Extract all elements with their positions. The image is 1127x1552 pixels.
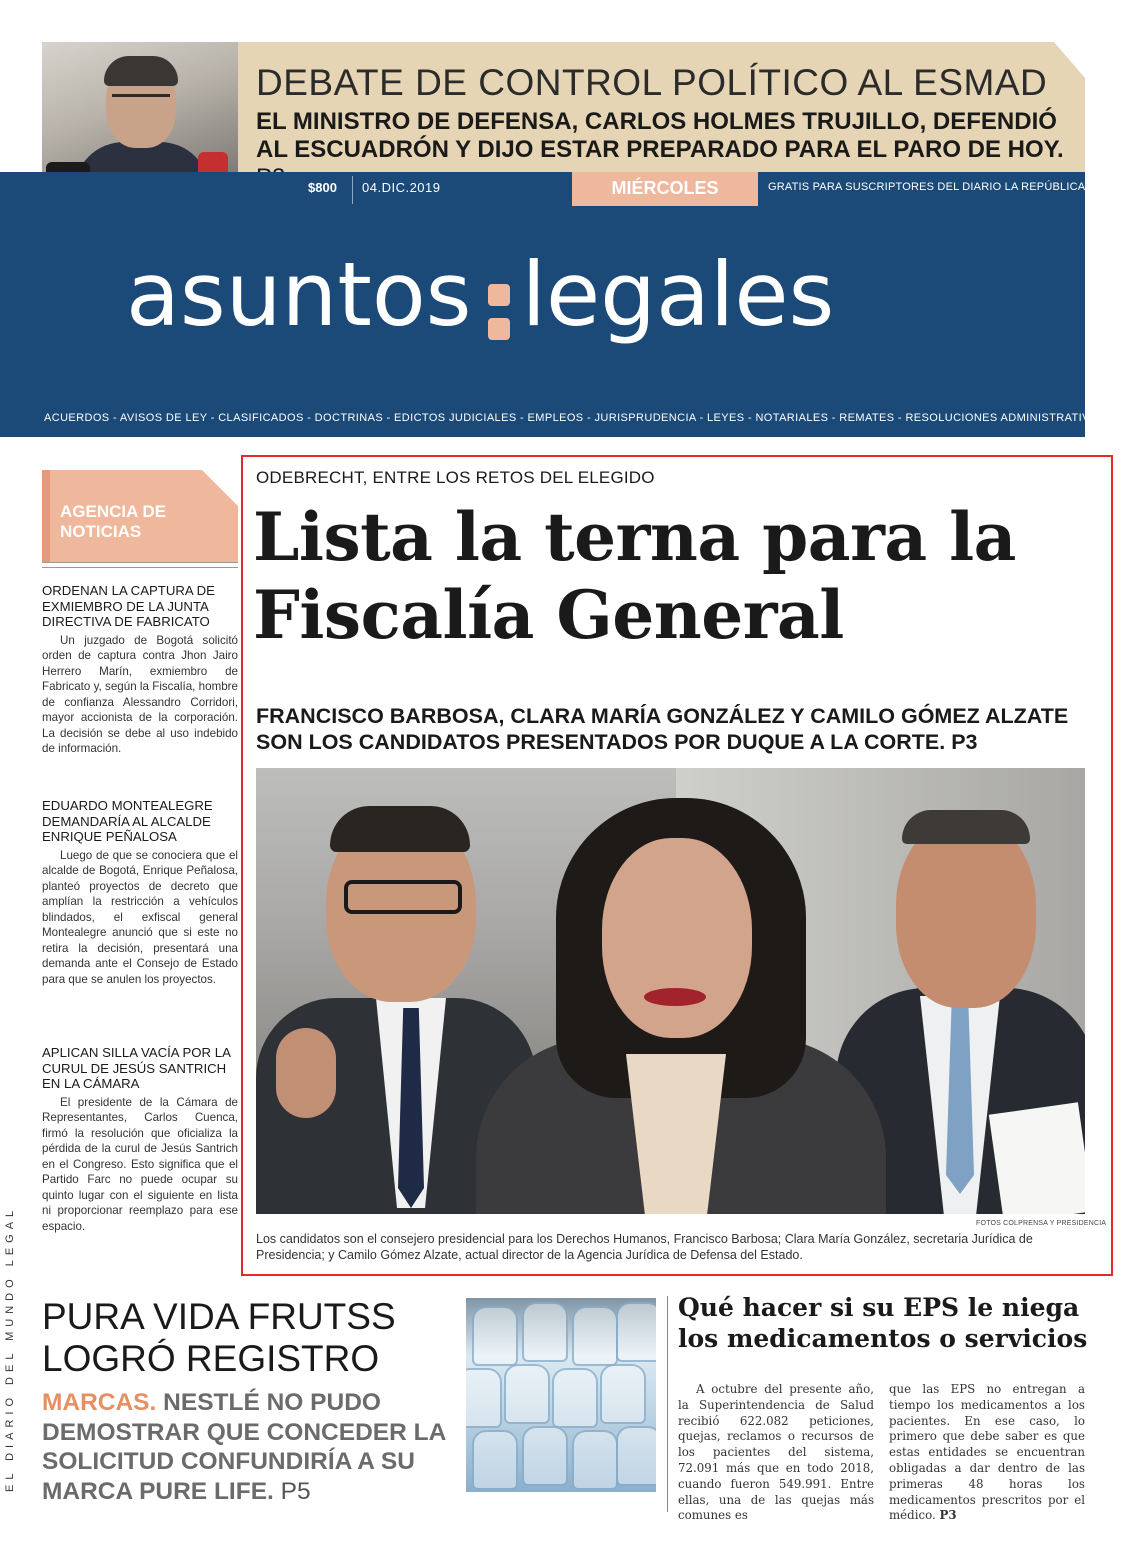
logo-colon-icon <box>482 240 516 340</box>
main-headline[interactable]: Lista la terna para la Fiscalía General <box>253 498 1016 654</box>
eps-page-ref: P3 <box>939 1508 957 1523</box>
photo-caption: Los candidatos son el consejero presidencial para los Derechos Humanos, Francisco Barbosa; Clara María González, secretaria Jurídica de Presidencia; y Camilo Gómez Alzate, actual director de la Agencia Jurídica de Defensa del Estado. <box>256 1232 1033 1262</box>
teaser-subtitle-text: EL MINISTRO DE DEFENSA, CARLOS HOLMES TRUJILLO, DEFENDIÓ AL ESCUADRÓN Y DIJO ESTAR PREPARADO PARA EL PARO DE HOY. <box>256 108 1064 163</box>
brief-title: APLICAN SILLA VACÍA POR LA CURUL DE JESÚS SANTRICH EN LA CÁMARA <box>42 1045 231 1091</box>
eps-body-column-1: A octubre del presente año, la Superintendencia de Salud recibió 622.082 peticiones, quejas, reclamos o recursos de los pacientes del sistema, 72.091 más que en todo 2018, cuando fueron 549.991. Entre ellas, una de las quejas más comunes es <box>678 1382 874 1523</box>
brief-body: Un juzgado de Bogotá solicitó orden de captura contra Jhon Jairo Herrero Marín, exmiembro de Fabricato y, según la Fiscalía, hombre de confianza Alessandro Corridori, mayor accionista de la corporación. La decisión se debe al uso indebido de información. <box>42 633 238 755</box>
teaser-title[interactable]: DEBATE DE CONTROL POLÍTICO AL ESMAD <box>256 62 1048 103</box>
masthead-divider <box>352 176 353 204</box>
pura-vida-deck <box>42 1388 462 1506</box>
vertical-tagline: EL DIARIO DEL MUNDO LEGAL <box>4 1205 16 1492</box>
section-index[interactable]: ACUERDOS - AVISOS DE LEY - CLASIFICADOS - DOCTRINAS - EDICTOS JUDICIALES - EMPLEOS - JURISPRUDENCIA - LEYES - NOTARIALES - REMATES - RESOLUCIONES ADMINISTRATIVAS <box>44 412 1105 424</box>
pura-vida-headline[interactable]: PURA VIDA FRUTSS LOGRÓ REGISTRO <box>42 1296 396 1379</box>
section-tag-marcas: MARCAS. <box>42 1389 157 1416</box>
pura-vida-page-ref: P5 <box>280 1477 311 1505</box>
pura-vida-deck-text: NESTLÉ NO PUDO DEMOSTRAR QUE CONCEDER LA SOLICITUD CONFUNDIRÍA A SU MARCA PURE LIFE. <box>42 1389 446 1505</box>
brief-title: ORDENAN LA CAPTURA DE EXMIEMBRO DE LA JUNTA DIRECTIVA DE FABRICATO <box>42 583 215 629</box>
agency-rule <box>42 562 238 568</box>
brief-title: EDUARDO MONTEALEGRE DEMANDARÍA AL ALCALDE ENRIQUE PEÑALOSA <box>42 798 213 844</box>
issue-weekday: MIÉRCOLES <box>572 172 758 206</box>
brief-body: El presidente de la Cámara de Representantes, Carlos Cuenca, firmó la resolución que oficializa la pérdida de la curul de Jesús Santrich en el Congreso. Esto significa que el Partido Farc no puede ocupar su quinto lugar con el siguiente en lista ni proporcionar reemplazo para ese espacio. <box>42 1095 238 1233</box>
main-kicker: ODEBRECHT, ENTRE LOS RETOS DEL ELEGIDO <box>256 468 655 487</box>
brief-body: Luego de que se conociera que el alcalde de Bogotá, Enrique Peñalosa, planteó proyectos de decreto que amplían la restricción a vehículos blindados, el exfiscal general Montealegre anunció que si este no retira la decisión, presentará una demanda ante el Consejo de Estado para que se anulen los proyectos. <box>42 848 238 986</box>
issue-date: 04.DIC.2019 <box>362 180 441 195</box>
brief-santrich[interactable] <box>42 1045 238 1234</box>
main-photo-candidates <box>256 768 1085 1214</box>
eps-body-column-2-text: que las EPS no entregan a tiempo los medicamentos a los pacientes. En ese caso, lo primero que debe saber es que estas entidades se encuentran obligadas a dar dentro de las primeras 48 horas los medicamentos prescritos por el médico. <box>889 1382 1085 1523</box>
logo-word-legales: legales <box>521 243 835 346</box>
subscriber-note: GRATIS PARA SUSCRIPTORES DEL DIARIO LA REPÚBLICA <box>768 181 1086 193</box>
agency-label: AGENCIA DE NOTICIAS <box>60 502 167 541</box>
eps-headline[interactable]: Qué hacer si su EPS le niega los medicamentos o servicios <box>678 1293 1088 1353</box>
photo-credit: FOTOS COLPRENSA Y PRESIDENCIA <box>976 1220 1107 1227</box>
publication-logo[interactable] <box>126 240 834 350</box>
issue-price: $800 <box>308 180 337 195</box>
main-deck: FRANCISCO BARBOSA, CLARA MARÍA GONZÁLEZ Y CAMILO GÓMEZ ALZATE SON LOS CANDIDATOS PRESENTADOS POR DUQUE A LA CORTE. P3 <box>256 704 1069 754</box>
column-divider <box>667 1296 668 1512</box>
brief-fabricato[interactable] <box>42 583 238 757</box>
logo-word-asuntos: asuntos <box>126 243 472 346</box>
water-bottles-photo <box>466 1298 656 1492</box>
brief-montealegre[interactable] <box>42 798 238 987</box>
eps-body-column-2 <box>889 1382 1085 1524</box>
